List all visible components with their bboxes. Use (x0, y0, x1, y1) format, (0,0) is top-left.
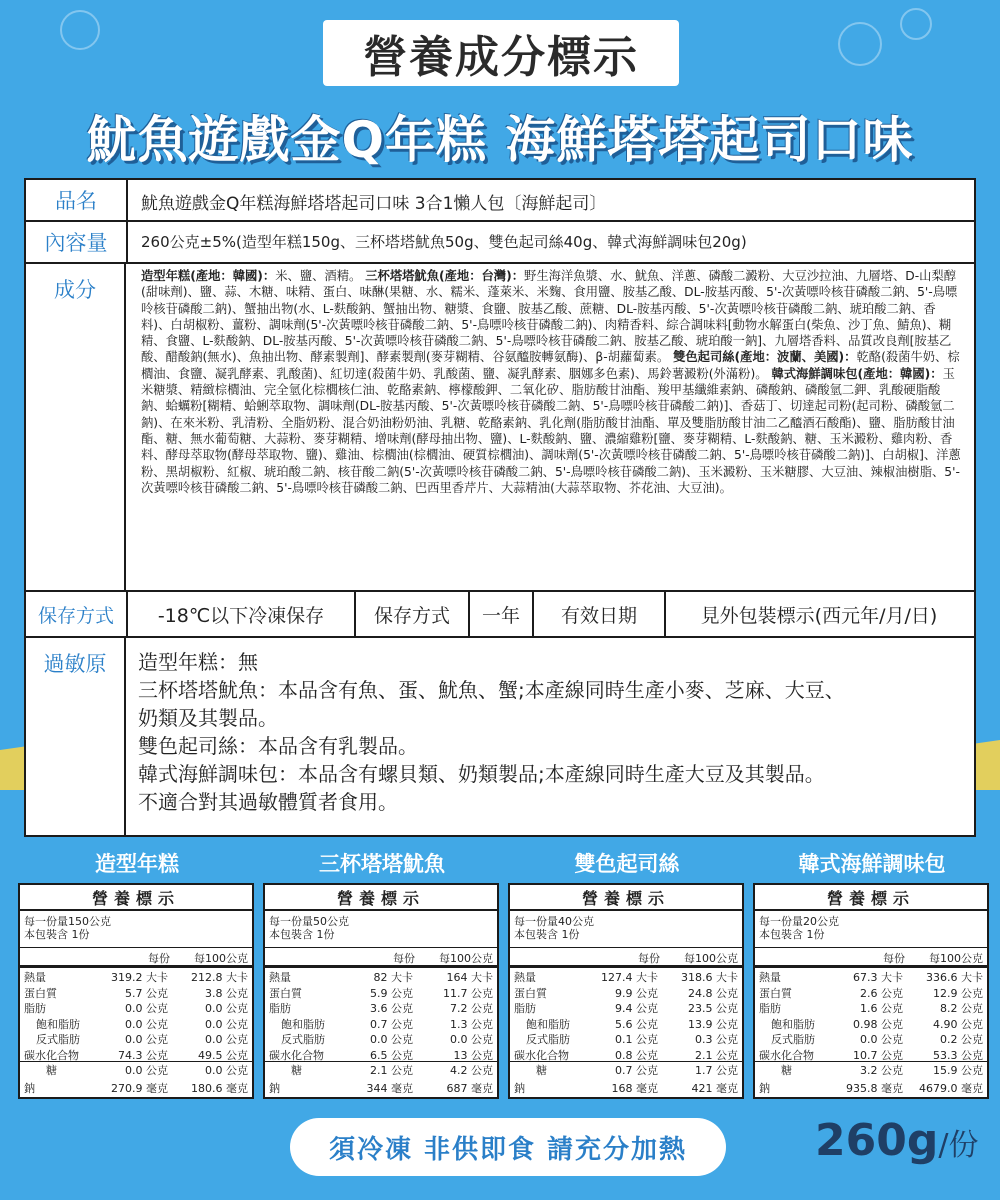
nutrient-name: 飽和脂肪 (36, 1017, 80, 1031)
allergen-line: 奶類及其製品。 (138, 706, 278, 730)
nutrient-name: 脂肪 (514, 1002, 536, 1015)
nutrient-name: 熱量 (269, 971, 291, 984)
allergen-line: 造型年糕：無 (138, 650, 258, 674)
nutrient-name: 糖 (781, 1064, 792, 1077)
storage-value: -18℃以下冷凍保存 (128, 592, 356, 636)
ingredient-heading: 韓式海鮮調味包(產地：韓國)： (771, 366, 943, 381)
nutrient-per-100g: 0.0 公克 (205, 1064, 248, 1077)
nutrient-name: 反式脂肪 (281, 1033, 325, 1046)
servings-per-pack: 本包裝含 1份 (759, 928, 825, 941)
ingredient-text: 米、鹽、酒精。 (275, 269, 366, 283)
ingredient-text: 野生海洋魚漿、水、魷魚、洋蔥、磷酸二澱粉、大豆沙拉油、九層塔、D-山梨醇(甜味劑)、鹽、蒜、木糖、味精、蛋白、味醂(果糖、水、糯米、蓬萊米、米麴、食用鹽、胺基乙酸、DL-胺基丙酸、5'-次黃嘌呤核苷磷酸二鈉、5'-鳥嘌呤核苷磷酸二鈉)、蟹抽出物(水、L-麩酸鈉、蟹抽出物、糖漿、食鹽、胺基乙酸、蔗糖、DL-胺基丙酸、5'-次黃嘌呤核苷磷酸二鈉、琥珀酸二鈉、香料)、白胡椒粉、薑粉、調味劑(5'-次黃嘌呤核苷磷酸二鈉、5'-鳥嘌呤核苷磷酸二鈉)、肉精香料、綜合調味料[動物水解蛋白(柴魚、沙丁魚、鯖魚)、糊精、食鹽、L-麩酸鈉、DL-胺基丙酸、5'-次黃嘌呤核苷磷酸二鈉、5'-鳥嘌呤核苷磷酸二鈉、胺基乙酸、琥珀酸一鈉]、九層塔香料、品質改良劑[胺基乙酸、醋酸鈉(無水)、魚抽出物、酵素製劑]、酵素製劑(麥芽糊精、谷氨醯胺轉氨酶)、β-胡蘿蔔素。 (141, 269, 958, 365)
nutrient-row (510, 1061, 742, 1076)
nutrition-table (753, 883, 989, 1099)
col-per-100g: 每100公克 (929, 952, 983, 965)
nutrient-per-serving: 0.0 公克 (370, 1033, 413, 1046)
serving-info (759, 915, 839, 941)
nutrient-row (510, 1046, 742, 1061)
nutrient-per-100g: 12.9 公克 (933, 986, 983, 1000)
nutrient-row (265, 1015, 497, 1030)
nutrient-per-serving: 5.9 公克 (370, 986, 413, 1000)
nutrient-per-serving: 319.2 大卡 (111, 971, 168, 984)
nutrient-name: 糖 (46, 1064, 57, 1077)
nutrient-name: 熱量 (24, 971, 46, 984)
nutrient-name: 脂肪 (24, 1002, 46, 1015)
nutrient-row (510, 1030, 742, 1045)
nutrient-name: 碳水化合物 (514, 1048, 569, 1062)
nutrient-row (510, 1079, 742, 1094)
col-per-100g: 每100公克 (439, 952, 493, 965)
nutrient-per-serving: 127.4 大卡 (601, 971, 658, 984)
nutrient-per-100g: 23.5 公克 (688, 1002, 738, 1015)
nutrient-name: 熱量 (514, 971, 536, 984)
panel-title-rice-cake: 造型年糕 (95, 852, 179, 876)
expiry-value: 見外包裝標示(西元年/月/日) (700, 604, 938, 627)
nutrient-per-100g: 3.8 公克 (205, 986, 248, 1000)
nutrition-header: 營養標示 (755, 885, 987, 911)
nutrient-row (20, 999, 252, 1014)
nutrient-row (20, 984, 252, 999)
ingredients-label: 成分 (26, 264, 126, 590)
warning-banner: 須冷凍 非供即食 請充分加熱 (290, 1118, 726, 1176)
ingredient-heading: 雙色起司絲(產地：波蘭、美國)： (673, 350, 857, 365)
nutrient-per-100g: 15.9 公克 (933, 1064, 983, 1077)
nutrient-row (510, 999, 742, 1014)
nutrient-name: 蛋白質 (24, 986, 57, 1000)
nutrient-name: 糖 (536, 1064, 547, 1077)
nutrient-per-serving: 1.6 公克 (860, 1002, 903, 1015)
nutrition-header: 營養標示 (510, 885, 742, 911)
col-per-serving: 每份 (393, 952, 415, 965)
nutrition-table (18, 883, 254, 1099)
nutrient-per-serving: 2.6 公克 (860, 986, 903, 1000)
nutrient-per-serving: 74.3 公克 (118, 1048, 168, 1062)
nutrient-per-100g: 7.2 公克 (450, 1002, 493, 1015)
nutrient-per-serving: 0.1 公克 (615, 1033, 658, 1046)
nutrient-per-serving: 10.7 公克 (853, 1048, 903, 1062)
content-label: 內容量 (26, 222, 128, 262)
nutrient-row (755, 984, 987, 999)
nutrient-per-100g: 0.3 公克 (695, 1033, 738, 1046)
nutrient-name: 糖 (291, 1064, 302, 1077)
nutrient-name: 蛋白質 (269, 986, 302, 1000)
nutrient-name: 碳水化合物 (759, 1048, 814, 1062)
nutrient-row (755, 1046, 987, 1061)
nutrient-row (265, 1046, 497, 1061)
nutrient-per-serving: 0.0 公克 (860, 1033, 903, 1046)
row-ingredients (26, 264, 974, 592)
column-header (755, 947, 987, 968)
panel-title-seasoning: 韓式海鮮調味包 (798, 852, 946, 876)
nutrient-per-100g: 336.6 大卡 (926, 971, 983, 984)
title-box (323, 20, 679, 86)
nutrient-row (265, 1030, 497, 1045)
sodium-divider (755, 1061, 987, 1062)
ingredient-heading: 三杯塔塔魷魚(產地：台灣)： (365, 269, 525, 283)
nutrient-name: 蛋白質 (514, 986, 547, 1000)
nutrient-name: 反式脂肪 (36, 1033, 80, 1046)
allergen-line: 三杯塔塔魷魚：本品含有魚、蛋、魷魚、蟹;本產線同時生產小麥、芝麻、大豆、 (138, 678, 845, 702)
weight-label (815, 1115, 978, 1166)
allergen-line: 不適合對其過敏體質者食用。 (138, 790, 398, 814)
nutrient-per-serving: 67.3 大卡 (853, 971, 903, 984)
nutrient-per-serving: 270.9 毫克 (111, 1081, 168, 1095)
nutrient-per-100g: 0.0 公克 (205, 1002, 248, 1015)
nutrient-per-100g: 0.0 公克 (205, 1033, 248, 1046)
row-name (26, 180, 974, 222)
shelf-life: 一年 (470, 592, 534, 636)
column-header (510, 947, 742, 968)
nutrient-per-100g: 13.9 公克 (688, 1017, 738, 1031)
sodium-divider (510, 1061, 742, 1062)
column-header (265, 947, 497, 968)
nutrient-per-serving: 0.0 公克 (125, 1033, 168, 1046)
nutrient-row (20, 968, 252, 983)
panel-title-cheese: 雙色起司絲 (574, 852, 680, 876)
storage-label: 保存方式 (26, 592, 128, 636)
nutrient-per-100g: 0.0 公克 (450, 1033, 493, 1046)
nutrient-per-serving: 0.98 公克 (853, 1017, 903, 1031)
sodium-divider (20, 1061, 252, 1062)
nutrient-per-serving: 0.0 公克 (125, 1002, 168, 1015)
nutrient-row (755, 1030, 987, 1045)
weight-number: 260g (815, 1115, 939, 1166)
nutrient-name: 脂肪 (759, 1002, 781, 1015)
nutrient-per-serving: 0.0 公克 (125, 1064, 168, 1077)
nutrient-row (265, 999, 497, 1014)
nutrient-name: 反式脂肪 (771, 1033, 815, 1046)
nutrition-table (508, 883, 744, 1099)
weight-unit: /份 (938, 1128, 979, 1163)
page-title: 營養成分標示 (363, 32, 639, 83)
ingredient-heading: 造型年糕(產地：韓國)： (141, 269, 276, 283)
decor-bubble (900, 8, 932, 40)
col-per-serving: 每份 (638, 952, 660, 965)
row-allergens (26, 638, 974, 835)
nutrient-row (755, 968, 987, 983)
nutrient-per-100g: 2.1 公克 (695, 1048, 738, 1062)
nutrient-per-serving: 0.8 公克 (615, 1048, 658, 1062)
nutrient-per-serving: 3.6 公克 (370, 1002, 413, 1015)
ingredient-text: 乾酪(殺菌牛奶、棕櫚油、食鹽、凝乳酵素、乳酸菌)、紅切達(殺菌牛奶、乳酸菌、鹽、凝乳酵素、胭娜多色素)、馬鈴薯澱粉(外滿粉)。 (141, 350, 960, 381)
row-storage (26, 592, 974, 638)
servings-per-pack: 本包裝含 1份 (514, 928, 580, 941)
serving-size: 每一份量50公克 (269, 915, 349, 928)
decor-bubble (838, 22, 882, 66)
nutrient-per-serving: 2.1 公克 (370, 1064, 413, 1077)
nutrient-name: 飽和脂肪 (281, 1017, 325, 1031)
nutrient-per-100g: 1.3 公克 (450, 1017, 493, 1031)
nutrient-name: 碳水化合物 (24, 1048, 79, 1062)
name-label: 品名 (26, 180, 128, 220)
info-table (24, 178, 976, 837)
nutrient-row (20, 1046, 252, 1061)
nutrient-name: 飽和脂肪 (526, 1017, 570, 1031)
nutrient-per-100g: 0.0 公克 (205, 1017, 248, 1031)
nutrient-per-serving: 5.7 公克 (125, 986, 168, 1000)
nutrient-per-serving: 3.2 公克 (860, 1064, 903, 1077)
serving-info (24, 915, 111, 941)
product-subtitle: 魷魚遊戲金Q年糕 海鮮塔塔起司口味 (86, 111, 914, 169)
col-per-100g: 每100公克 (684, 952, 738, 965)
nutrient-per-100g: 0.2 公克 (940, 1033, 983, 1046)
nutrient-per-serving: 168 毫克 (611, 1081, 658, 1095)
allergen-line: 雙色起司絲：本品含有乳製品。 (138, 734, 418, 758)
row-content (26, 222, 974, 264)
nutrient-row (265, 984, 497, 999)
ingredient-text: 玉米糖漿、精緻棕櫚油、完全氫化棕櫚核仁油、乾酪素鈉、檸檬酸鉀、二氧化矽、脂肪酸甘油酯、羧甲基纖維素鈉、磷酸鈉、磷酸氫二鉀、乳酸硬脂酸鈉、蛤蠣粉[糊精、蛤蜊萃取物、調味劑(DL-胺基丙酸、5'-次黃嘌呤核苷磷酸二鈉、5'-鳥嘌呤核苷磷酸二鈉)]、香菇丁、切達起司粉(起司粉、磷酸氫二鈉)、在來米粉、乳清粉、全脂奶粉、混合奶油粉奶油、乳糖、乾酪素鈉、乳化劑(脂肪酸甘油酯、單及雙脂肪酸甘油二乙醯酒石酸酯)、鹽、脂肪酸甘油酯、糖、無水葡萄糖、大蒜粉、麥芽糊精、增味劑(酵母抽出物、鹽)、L-麩酸鈉、鹽、濃縮雞粉[鹽、麥芽糊精、L-麩酸鈉、糖、玉米澱粉、雞肉粉、香料、酵母萃取物(酵母萃取物、鹽)、雞油、棕櫚油(棕櫚油、硬質棕櫚油)、調味劑(5'-次黃嘌呤核苷磷酸二鈉、5'-鳥嘌呤核苷磷酸二鈉)]、白胡椒]、洋蔥粉、黑胡椒粉、紅椒、琥珀酸二鈉、核苷酸二鈉(5'-次黃嘌呤核苷磷酸二鈉、5'-鳥嘌呤核苷磷酸二鈉)、玉米澱粉、玉米糖膠、大豆油、辣椒油樹脂、5'-次黃嘌呤核苷磷酸二鈉、5'-鳥嘌呤核苷磷酸二鈉、巴西里香芹片、大蒜精油(大蒜萃取物、芥花油、大豆油)。 (141, 366, 961, 495)
nutrient-row (510, 968, 742, 983)
nutrient-name: 鈉 (759, 1081, 770, 1095)
nutrient-name: 熱量 (759, 971, 781, 984)
nutrient-name: 鈉 (24, 1081, 35, 1095)
allergen-list (138, 648, 964, 816)
column-header (20, 947, 252, 968)
nutrient-per-100g: 180.6 毫克 (191, 1081, 248, 1095)
col-per-serving: 每份 (148, 952, 170, 965)
nutrition-header: 營養標示 (20, 885, 252, 911)
nutrient-row (20, 1061, 252, 1076)
nutrition-header: 營養標示 (265, 885, 497, 911)
nutrient-per-serving: 0.7 公克 (615, 1064, 658, 1077)
storage-label-2: 保存方式 (356, 592, 470, 636)
nutrient-per-100g: 212.8 大卡 (191, 971, 248, 984)
nutrient-row (265, 1079, 497, 1094)
nutrient-per-100g: 1.7 公克 (695, 1064, 738, 1077)
nutrient-name: 碳水化合物 (269, 1048, 324, 1062)
nutrient-row (20, 1030, 252, 1045)
nutrient-per-100g: 164 大卡 (446, 971, 493, 984)
nutrient-name: 飽和脂肪 (771, 1017, 815, 1031)
serving-size: 每一份量40公克 (514, 915, 594, 928)
nutrient-per-100g: 13 公克 (453, 1048, 493, 1062)
nutrient-per-100g: 4.90 公克 (933, 1017, 983, 1031)
nutrient-row (755, 1015, 987, 1030)
nutrient-per-serving: 5.6 公克 (615, 1017, 658, 1031)
nutrient-per-serving: 344 毫克 (366, 1081, 413, 1095)
nutrient-per-serving: 0.0 公克 (125, 1017, 168, 1031)
allergen-label: 過敏原 (26, 638, 126, 835)
nutrient-row (755, 1061, 987, 1076)
nutrient-name: 脂肪 (269, 1002, 291, 1015)
nutrient-per-serving: 9.4 公克 (615, 1002, 658, 1015)
content-value: 260公克±5%(造型年糕150g、三杯塔塔魷魚50g、雙色起司絲40g、韓式海鮮調味包20g) (141, 233, 747, 251)
nutrient-per-100g: 318.6 大卡 (681, 971, 738, 984)
nutrient-row (20, 1015, 252, 1030)
nutrient-per-serving: 935.8 毫克 (846, 1081, 903, 1095)
nutrient-name: 鈉 (269, 1081, 280, 1095)
nutrition-table (263, 883, 499, 1099)
allergen-line: 韓式海鮮調味包：本品含有螺貝類、奶類製品;本產線同時生產大豆及其製品。 (138, 762, 825, 786)
nutrient-name: 反式脂肪 (526, 1033, 570, 1046)
serving-info (269, 915, 349, 941)
nutrient-per-100g: 24.8 公克 (688, 986, 738, 1000)
nutrient-per-100g: 8.2 公克 (940, 1002, 983, 1015)
decor-bubble (60, 10, 100, 50)
nutrient-per-100g: 11.7 公克 (443, 986, 493, 1000)
panel-title-squid: 三杯塔塔魷魚 (319, 852, 445, 876)
nutrient-per-serving: 0.7 公克 (370, 1017, 413, 1031)
nutrient-name: 鈉 (514, 1081, 525, 1095)
nutrient-row (20, 1079, 252, 1094)
nutrient-per-100g: 4.2 公克 (450, 1064, 493, 1077)
serving-info (514, 915, 594, 941)
nutrient-per-100g: 4679.0 毫克 (919, 1081, 983, 1095)
nutrient-row (755, 1079, 987, 1094)
nutrient-row (510, 984, 742, 999)
nutrient-row (510, 1015, 742, 1030)
expiry-label: 有效日期 (534, 592, 666, 636)
nutrient-per-serving: 6.5 公克 (370, 1048, 413, 1062)
sodium-divider (265, 1061, 497, 1062)
servings-per-pack: 本包裝含 1份 (24, 928, 90, 941)
name-value: 魷魚遊戲金Q年糕海鮮塔塔起司口味 3合1懶人包〔海鮮起司〕 (141, 194, 607, 214)
servings-per-pack: 本包裝含 1份 (269, 928, 335, 941)
nutrient-row (265, 968, 497, 983)
nutrient-name: 蛋白質 (759, 986, 792, 1000)
serving-size: 每一份量20公克 (759, 915, 839, 928)
nutrient-per-100g: 49.5 公克 (198, 1048, 248, 1062)
nutrient-row (755, 999, 987, 1014)
col-per-serving: 每份 (883, 952, 905, 965)
ingredients-text (141, 268, 964, 496)
nutrient-per-100g: 421 毫克 (691, 1081, 738, 1095)
nutrient-per-100g: 53.3 公克 (933, 1048, 983, 1062)
nutrient-per-serving: 82 大卡 (373, 971, 413, 984)
nutrient-per-100g: 687 毫克 (446, 1081, 493, 1095)
col-per-100g: 每100公克 (194, 952, 248, 965)
nutrient-per-serving: 9.9 公克 (615, 986, 658, 1000)
serving-size: 每一份量150公克 (24, 915, 111, 928)
nutrient-row (265, 1061, 497, 1076)
